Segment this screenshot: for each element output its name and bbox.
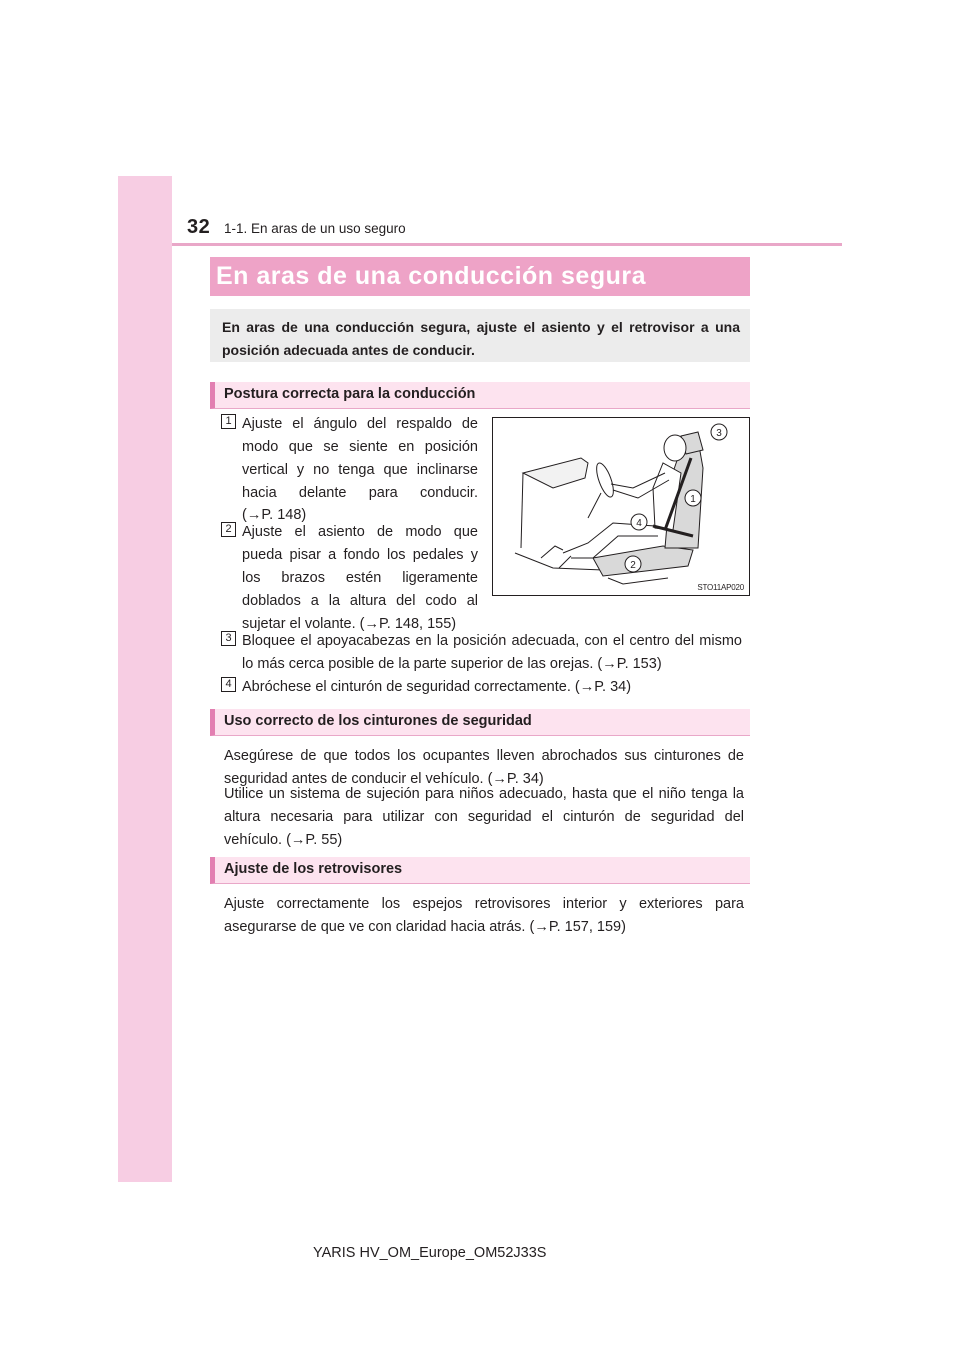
mirrors-paragraph: Ajuste correctamente los espejos retrovisores interior y exteriores para asegurarse de que ve con claridad hacia atrás. (→P. 157, 159) <box>224 896 744 935</box>
posture-item-1-text: Ajuste el ángulo del respaldo de modo que se siente en posición vertical y no tenga que inclinarse hacia delante para conducir. <box>242 416 478 501</box>
page-sidebar-tab <box>118 176 172 1182</box>
step-number-icon: 1 <box>221 414 236 429</box>
step-number-icon: 2 <box>221 522 236 537</box>
callout-label: 2 <box>630 560 636 571</box>
posture-item-2-text: Ajuste el asiento de modo que pueda pisar a fondo los pedales y los brazos estén ligeramente doblados a la altura del codo al sujetar el volante. (→P. 148, 155) <box>242 524 478 632</box>
page-number: 32 <box>187 216 211 238</box>
footer-doc-id: YARIS HV_OM_Europe_OM52J33S <box>313 1245 547 1261</box>
subheading-mirrors <box>210 857 750 884</box>
posture-item-4-text: Abróchese el cinturón de seguridad correctamente. (→P. 34) <box>242 679 632 695</box>
section-breadcrumb: 1-1. En aras de un uso seguro <box>224 221 406 236</box>
posture-item-1-ref: (→P. 148) <box>242 507 307 523</box>
posture-item-3-text: Bloquee el apoyacabezas en la posición adecuada, con el centro del mismo lo más cerca posible de la parte superior de las orejas. (→P. 153) <box>242 633 742 672</box>
subheading-seatbelts-label: Uso correcto de los cinturones de seguridad <box>224 713 532 729</box>
seatbelts-paragraph-2: Utilice un sistema de sujeción para niños adecuado, hasta que el niño tenga la altura necesaria para utilizar con seguridad el cinturón de seguridad del vehículo. (→P. 55) <box>224 786 744 848</box>
figure-code: STO11AP020 <box>697 583 744 592</box>
subheading-posture-label: Postura correcta para la conducción <box>224 386 476 402</box>
page-title: En aras de una conducción segura <box>216 262 647 290</box>
callout-label: 3 <box>716 428 722 439</box>
seatbelts-paragraph-1: Asegúrese de que todos los ocupantes lleven abrochados sus cinturones de seguridad antes de conducir el vehículo. (→P. 34) <box>224 748 744 787</box>
step-number-icon: 4 <box>221 677 236 692</box>
driving-posture-illustration <box>492 417 750 596</box>
subheading-posture <box>210 382 750 409</box>
subheading-mirrors-label: Ajuste de los retrovisores <box>224 861 403 877</box>
header-rule <box>172 243 842 246</box>
callout-label: 4 <box>636 518 642 529</box>
callout-label: 1 <box>690 494 696 505</box>
subheading-seatbelts <box>210 709 750 736</box>
step-number-icon: 3 <box>221 631 236 646</box>
driver-seat-drawing <box>493 418 749 595</box>
intro-text: En aras de una conducción segura, ajuste el asiento y el retrovisor a una posición adecuada antes de conducir. <box>222 319 740 358</box>
